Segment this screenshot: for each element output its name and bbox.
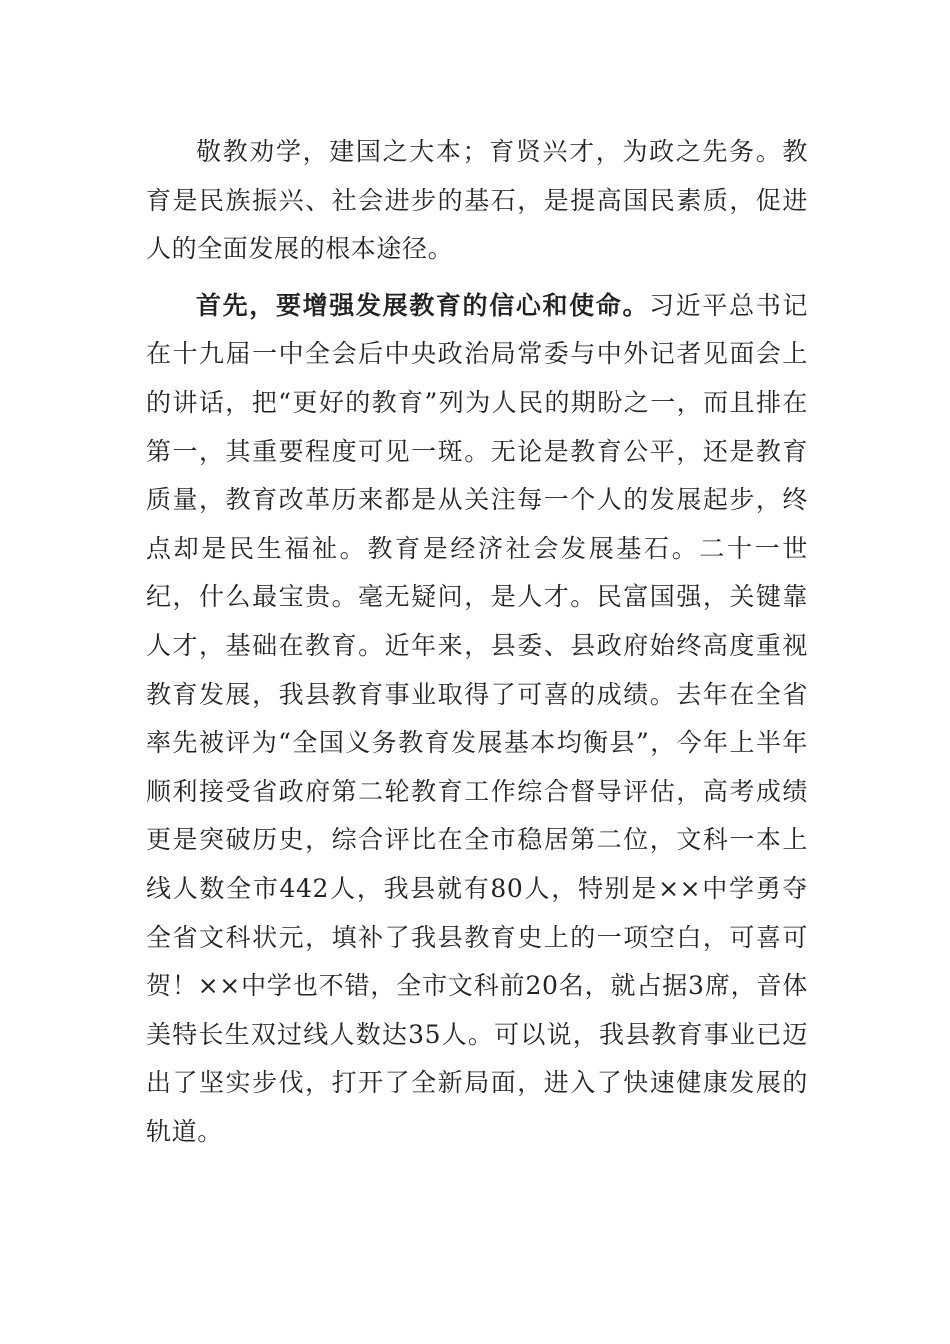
paragraph-education-confidence-text: 习近平总书记在十九届一中全会后中央政治局常委与中外记者见面会上的讲话，把“更好的教育”列为人民的期盼之一，而且排在第一，其重要程度可见一斑。无论是教育公平，还是教育质量，教育改革历来都是从关注每一个人的发展起步，终点却是民生福祉。教育是经济社会发展基石。二十一世纪，什么最宝贵。毫无疑问，是人才。民富国强，关键靠人才，基础在教育。近年来，县委、县政府始终高度重视教育发展，我县教育事业取得了可喜的成绩。去年在全省率先被评为“全国义务教育发展基本均衡县”，今年上半年顺利接受省政府第二轮教育工作综合督导评估，高考成绩更是突破历史，综合评比在全市稳居第二位，文科一本上线人数全市442人，我县就有80人，特别是××中学勇夺全省文科状元，填补了我县教育史上的一项空白，可喜可贺！××中学也不错，全市文科前20名，就占据3席，音体美特长生双过线人数达35人。可以说，我县教育事业已迈出了坚实步伐，打开了全新局面，进入了快速健康发展的轨道。 [146, 290, 808, 1146]
document-body [146, 128, 808, 1156]
paragraph-heading-bold: 首先，要增强发展教育的信心和使命。 [196, 290, 650, 320]
paragraph-intro-text: 敬教劝学，建国之大本；育贤兴才，为政之先务。教育是民族振兴、社会进步的基石，是提高国民素质，促进人的全面发展的根本途径。 [146, 137, 808, 264]
paragraph-education-confidence [146, 282, 808, 1157]
paragraph-intro [146, 128, 808, 274]
